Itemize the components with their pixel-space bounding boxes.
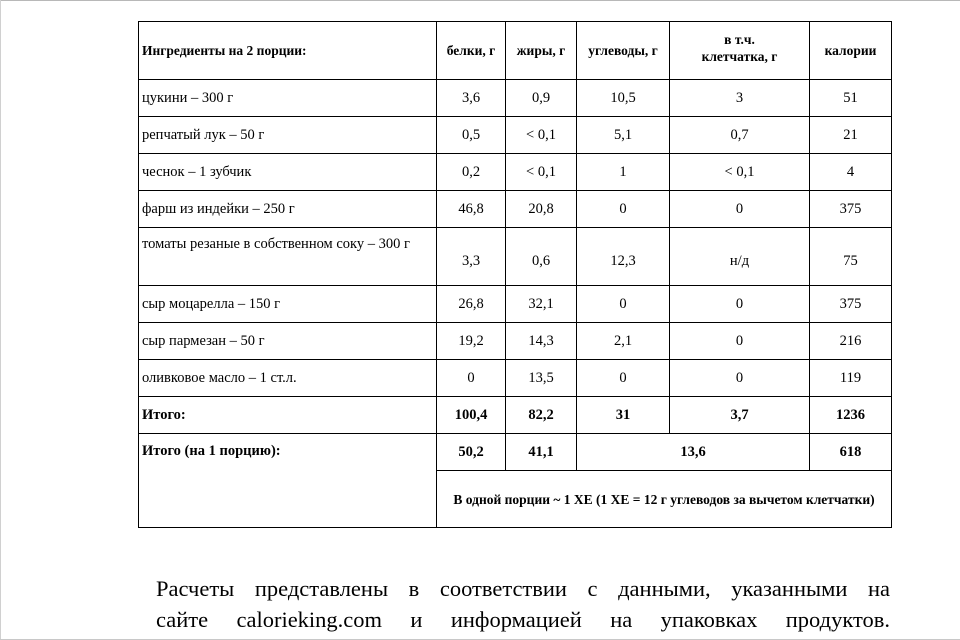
table-row: [139, 286, 892, 323]
table-row: [139, 117, 892, 154]
table-row: [139, 191, 892, 228]
cell-fat: 20,8: [506, 191, 577, 228]
total-fat: 82,2: [506, 397, 577, 434]
cell-carbs: 0: [577, 286, 670, 323]
cell-carbs: 5,1: [577, 117, 670, 154]
header-ingredients: Ингредиенты на 2 порции:: [139, 22, 437, 80]
cell-protein: 3,6: [437, 80, 506, 117]
cell-carbs: 0: [577, 360, 670, 397]
header-fiber-line2: клетчатка, г: [701, 48, 778, 64]
table-row: [139, 228, 892, 286]
cell-calories: 375: [810, 191, 892, 228]
per-portion-label-text: Итого (на 1 порцию):: [142, 443, 281, 459]
cell-fat: < 0,1: [506, 117, 577, 154]
source-note: [156, 573, 890, 635]
per-portion-label: [139, 434, 437, 528]
per-portion-net-carbs: 13,6: [577, 434, 810, 471]
per-portion-calories: 618: [810, 434, 892, 471]
table-header-row: [139, 22, 892, 80]
ingredient-name: чеснок – 1 зубчик: [139, 154, 437, 191]
total-fiber: 3,7: [670, 397, 810, 434]
cell-fiber: н/д: [670, 228, 810, 286]
cell-calories: 4: [810, 154, 892, 191]
cell-fat: < 0,1: [506, 154, 577, 191]
cell-protein: 0: [437, 360, 506, 397]
cell-carbs: 1: [577, 154, 670, 191]
cell-fiber: 0: [670, 323, 810, 360]
total-label: Итого:: [139, 397, 437, 434]
cell-carbs: 0: [577, 191, 670, 228]
header-protein: белки, г: [437, 22, 506, 80]
source-note-line-1: Расчеты представлены в соответствии с данными, указанными на: [156, 576, 890, 601]
ingredient-name: оливковое масло – 1 ст.л.: [139, 360, 437, 397]
cell-protein: 0,5: [437, 117, 506, 154]
table-row: [139, 323, 892, 360]
cell-carbs: 12,3: [577, 228, 670, 286]
header-calories: калории: [810, 22, 892, 80]
table-row: [139, 154, 892, 191]
cell-calories: 119: [810, 360, 892, 397]
cell-fiber: 0: [670, 286, 810, 323]
bread-unit-note: В одной порции ~ 1 ХЕ (1 ХЕ = 12 г углеводов за вычетом клетчатки): [437, 471, 892, 528]
table-row: [139, 80, 892, 117]
source-note-line-2: сайте calorieking.com и информацией на упаковках продуктов.: [156, 607, 890, 632]
cell-protein: 3,3: [437, 228, 506, 286]
cell-protein: 46,8: [437, 191, 506, 228]
cell-calories: 75: [810, 228, 892, 286]
ingredient-name: сыр пармезан – 50 г: [139, 323, 437, 360]
cell-fiber: 0,7: [670, 117, 810, 154]
cell-protein: 26,8: [437, 286, 506, 323]
ingredient-name: цукини – 300 г: [139, 80, 437, 117]
page-left-border: [0, 0, 1, 640]
cell-fiber: 3: [670, 80, 810, 117]
per-portion-row: [139, 434, 892, 471]
cell-calories: 216: [810, 323, 892, 360]
ingredient-name: фарш из индейки – 250 г: [139, 191, 437, 228]
cell-fat: 14,3: [506, 323, 577, 360]
page-top-border: [0, 0, 960, 1]
cell-fat: 0,6: [506, 228, 577, 286]
cell-carbs: 2,1: [577, 323, 670, 360]
header-fiber-line1: в т.ч.: [724, 31, 755, 47]
cell-fiber: 0: [670, 191, 810, 228]
total-calories: 1236: [810, 397, 892, 434]
cell-fat: 0,9: [506, 80, 577, 117]
total-carbs: 31: [577, 397, 670, 434]
per-portion-fat: 41,1: [506, 434, 577, 471]
cell-protein: 19,2: [437, 323, 506, 360]
header-fiber: [670, 22, 810, 80]
cell-protein: 0,2: [437, 154, 506, 191]
header-carbs: углеводы, г: [577, 22, 670, 80]
cell-fat: 13,5: [506, 360, 577, 397]
ingredient-name: сыр моцарелла – 150 г: [139, 286, 437, 323]
nutrition-table: [138, 21, 892, 528]
header-fat: жиры, г: [506, 22, 577, 80]
cell-fiber: < 0,1: [670, 154, 810, 191]
total-protein: 100,4: [437, 397, 506, 434]
cell-carbs: 10,5: [577, 80, 670, 117]
total-row: [139, 397, 892, 434]
cell-fat: 32,1: [506, 286, 577, 323]
ingredient-name: томаты резаные в собственном соку – 300 г: [139, 228, 437, 286]
cell-calories: 375: [810, 286, 892, 323]
cell-fiber: 0: [670, 360, 810, 397]
ingredient-name: репчатый лук – 50 г: [139, 117, 437, 154]
table-row: [139, 360, 892, 397]
cell-calories: 51: [810, 80, 892, 117]
per-portion-protein: 50,2: [437, 434, 506, 471]
cell-calories: 21: [810, 117, 892, 154]
